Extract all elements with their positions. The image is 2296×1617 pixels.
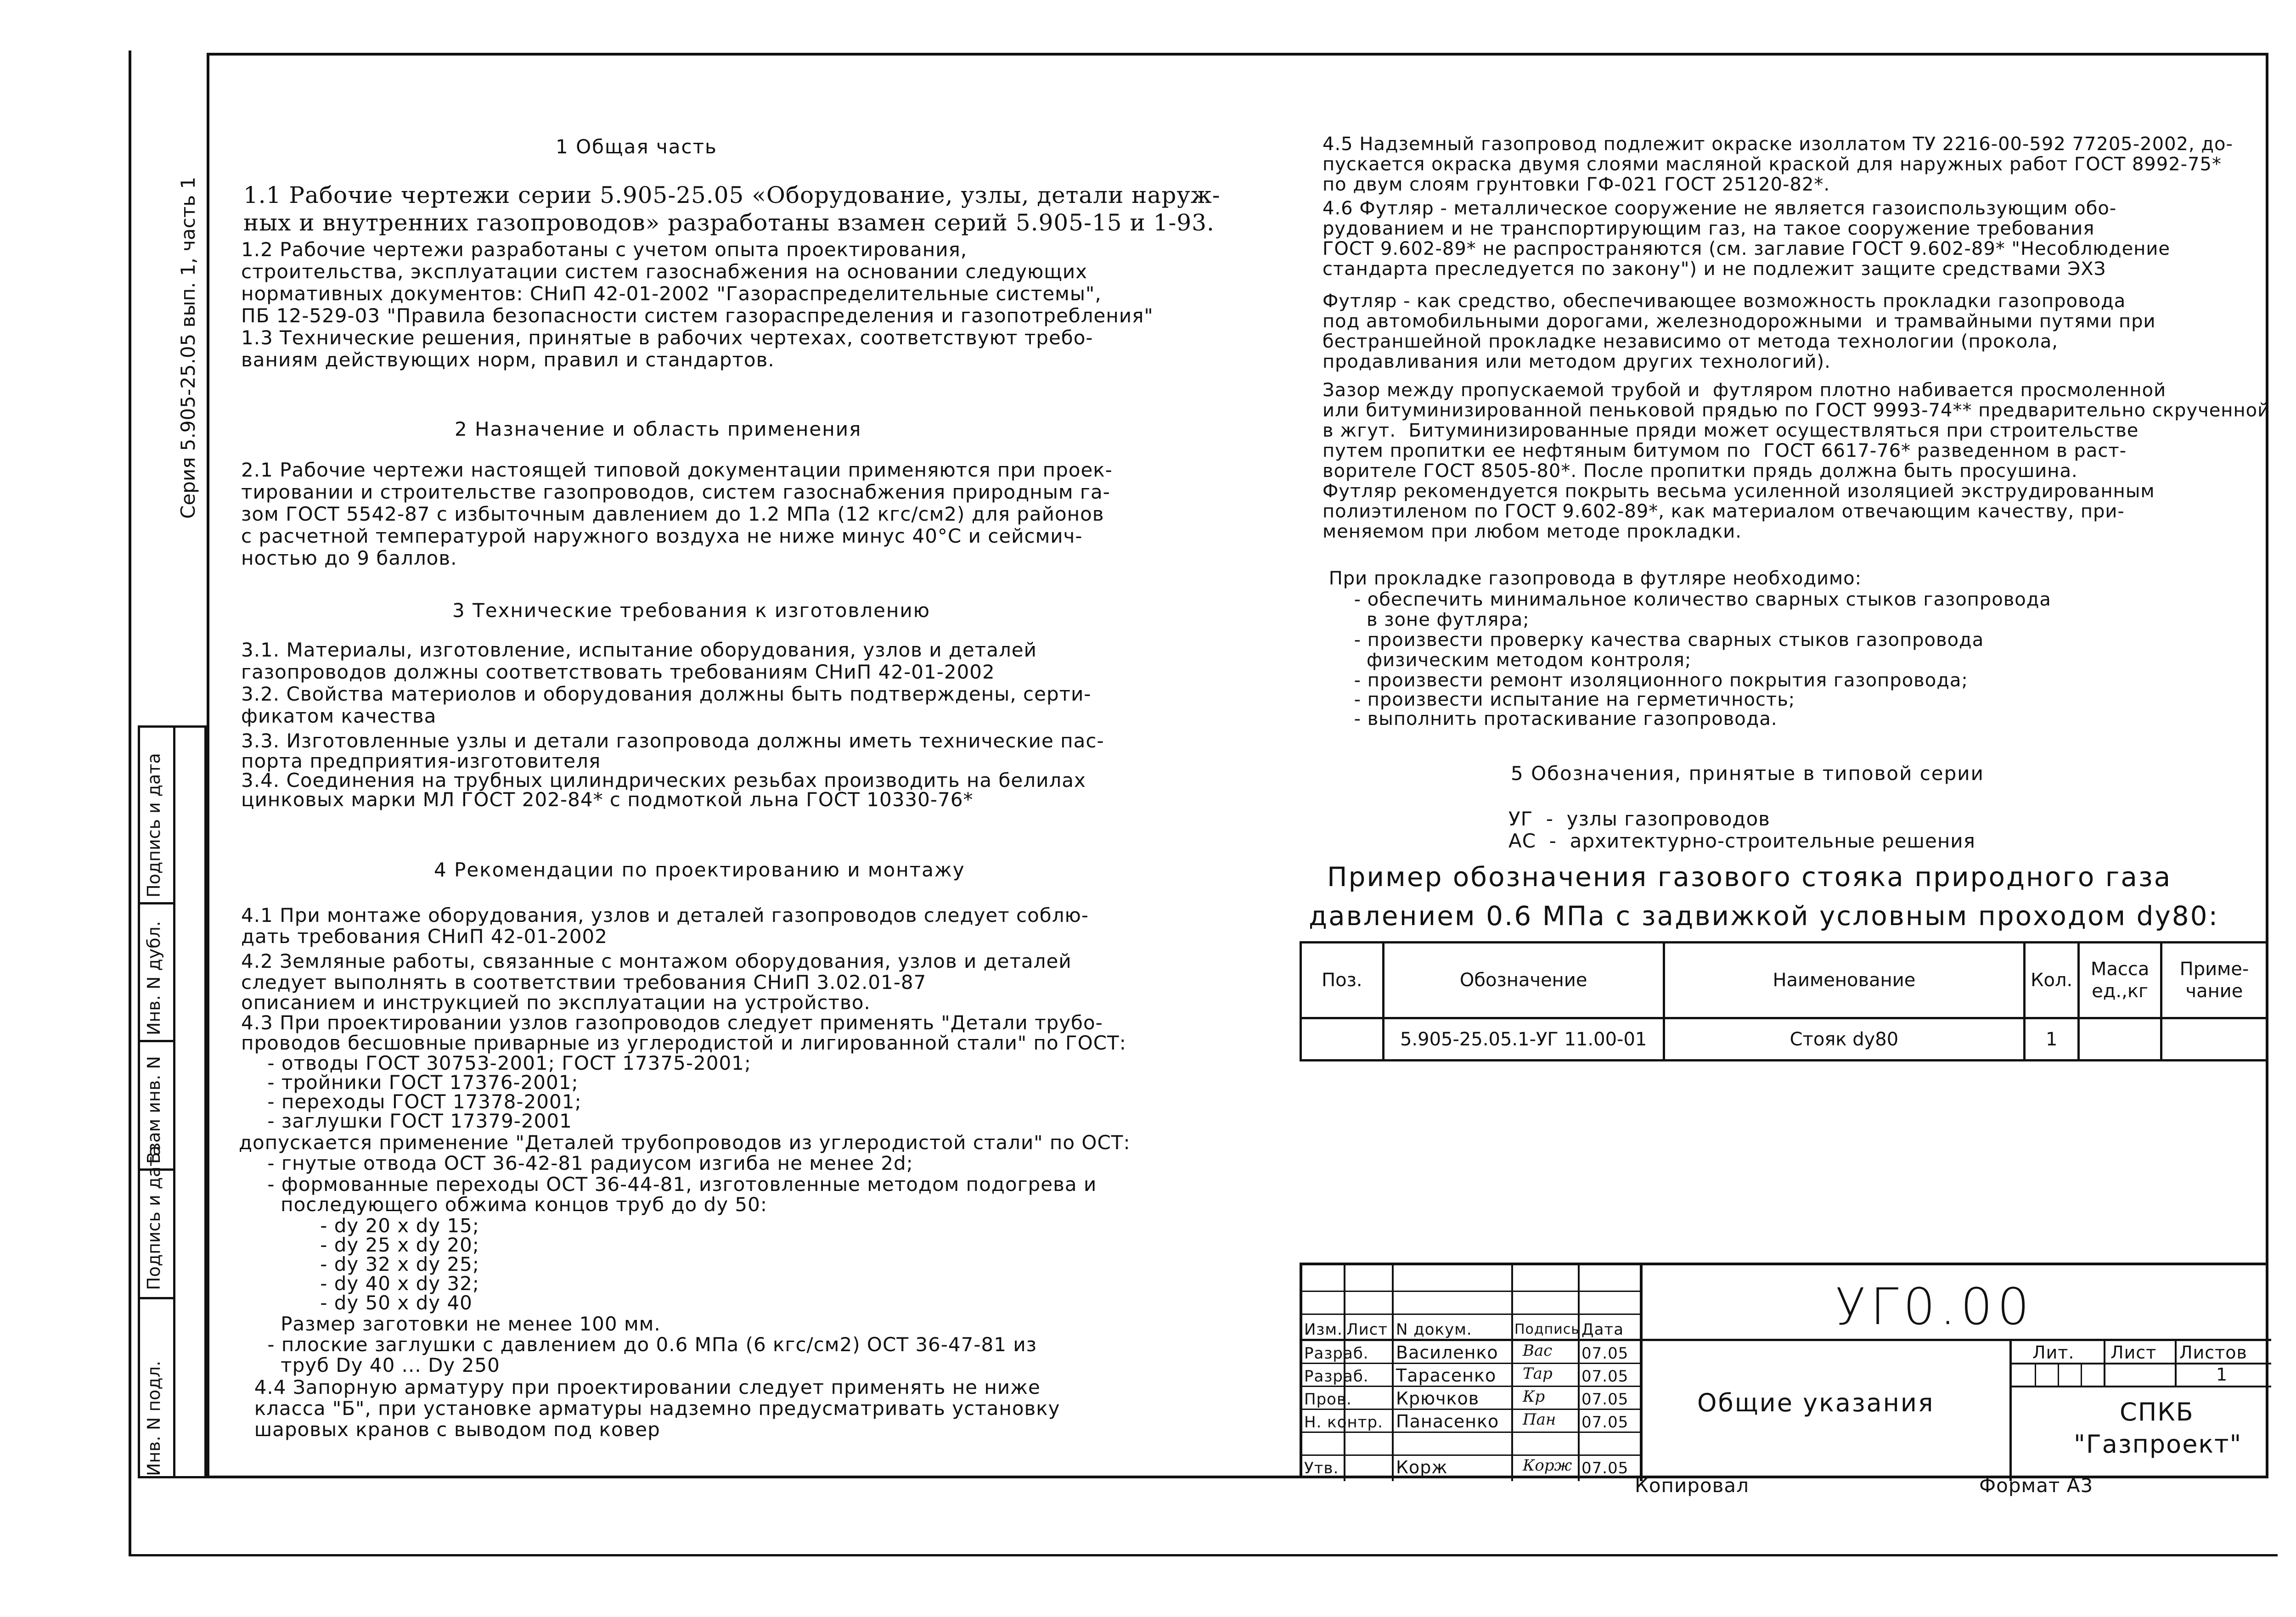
left-margin-line: [129, 51, 131, 1556]
spec-table: [1300, 941, 2268, 1061]
section4-title: 4 Рекомендации по проектированию и монтажу: [434, 859, 965, 881]
strip-label-vzam-inv: Взам инв. N: [144, 1056, 164, 1164]
section1-title: 1 Общая часть: [556, 135, 717, 158]
spec-row-name: Стояк dy80: [1664, 1018, 2025, 1061]
spec-header-mass: Масса ед.,кг: [2079, 943, 2161, 1018]
bottom-margin-line: [129, 1554, 2278, 1556]
stamp-header-list: Лист: [1346, 1320, 1388, 1339]
stamp-doc-code: УГ0.00: [1835, 1277, 2034, 1336]
strip-label-sign-date-1: Подпись и дата: [144, 1145, 164, 1290]
spec-row-qty: 1: [2025, 1018, 2079, 1061]
spec-header-note: Приме- чание: [2161, 943, 2267, 1018]
spec-header-pos: Поз.: [1301, 943, 1384, 1018]
section3-title: 3 Технические требования к изготовлению: [452, 599, 931, 622]
stamp-sheets-value: 1: [2216, 1364, 2228, 1385]
section1-p11-line2: ных и внутренних газопроводов» разработаны взамен серий 5.905-15 и 1-93.: [243, 209, 1215, 236]
title-block: Изм. Лист N докум. Подпись Дата Разраб. Василенко Вас 07.05 Разраб. Тарасенко Тар 07.05 Пров. Крючков Кр 07.05 Н. контр. Панасенко Пан 07.05 Утв. Корж Корж 07.05 УГ0.00 Общие указания Лит. Лист Листов 1 СПКБ "Газпроект": [1300, 1263, 2268, 1478]
example-line2: давлением 0.6 МПа с задвижкой условным проходом dy80:: [1309, 900, 2219, 932]
stamp-header-sign: Подпись: [1514, 1321, 1580, 1337]
strip-label-inv-dubl: Инв. N дубл.: [144, 921, 164, 1035]
section5-title: 5 Обозначения, принятые в типовой серии: [1511, 762, 1984, 785]
section1-p11-line1: 1.1 Рабочие чертежи серии 5.905-25.05 «Оборудование, узлы, детали наруж-: [243, 182, 1221, 208]
section2-title: 2 Назначение и область применения: [455, 418, 862, 440]
footer-format: Формат А3: [1979, 1474, 2093, 1497]
stamp-title: Общие указания: [1697, 1388, 1935, 1417]
stamp-header-izm: Изм.: [1304, 1320, 1343, 1339]
spec-row-designation: 5.905-25.05.1-УГ 11.00-01: [1383, 1018, 1664, 1061]
stamp-header-date: Дата: [1581, 1320, 1624, 1339]
section5-item-as: АС - архитектурно-строительные решения: [1508, 830, 1975, 852]
stamp-sheet-label: Лист: [2110, 1342, 2157, 1363]
stamp-org-line2: "Газпроект": [2074, 1430, 2242, 1459]
stamp-lit-label: Лит.: [2032, 1342, 2075, 1363]
spec-table-row: [1301, 1018, 2268, 1061]
example-line1: Пример обозначения газового стояка природного газа: [1327, 861, 2172, 893]
stamp-sheets-label: Листов: [2179, 1342, 2247, 1363]
spec-header-designation: Обозначение: [1383, 943, 1664, 1018]
footer-copied: Копировал: [1635, 1474, 1749, 1497]
strip-label-inv-podl: Инв. N подл.: [144, 1360, 164, 1476]
spec-header-qty: Кол.: [2025, 943, 2079, 1018]
strip-label-sign-date-2: Подпись и дата: [144, 753, 164, 898]
spec-header-name: Наименование: [1664, 943, 2025, 1018]
left-strip: [138, 725, 207, 1478]
stamp-org-line1: СПКБ: [2120, 1398, 2194, 1426]
stamp-header-doc: N докум.: [1396, 1320, 1472, 1339]
series-side-label: Серия 5.905-25.05 вып. 1, часть 1: [177, 176, 199, 519]
section5-item-ug: УГ - узлы газопроводов: [1508, 808, 1770, 830]
